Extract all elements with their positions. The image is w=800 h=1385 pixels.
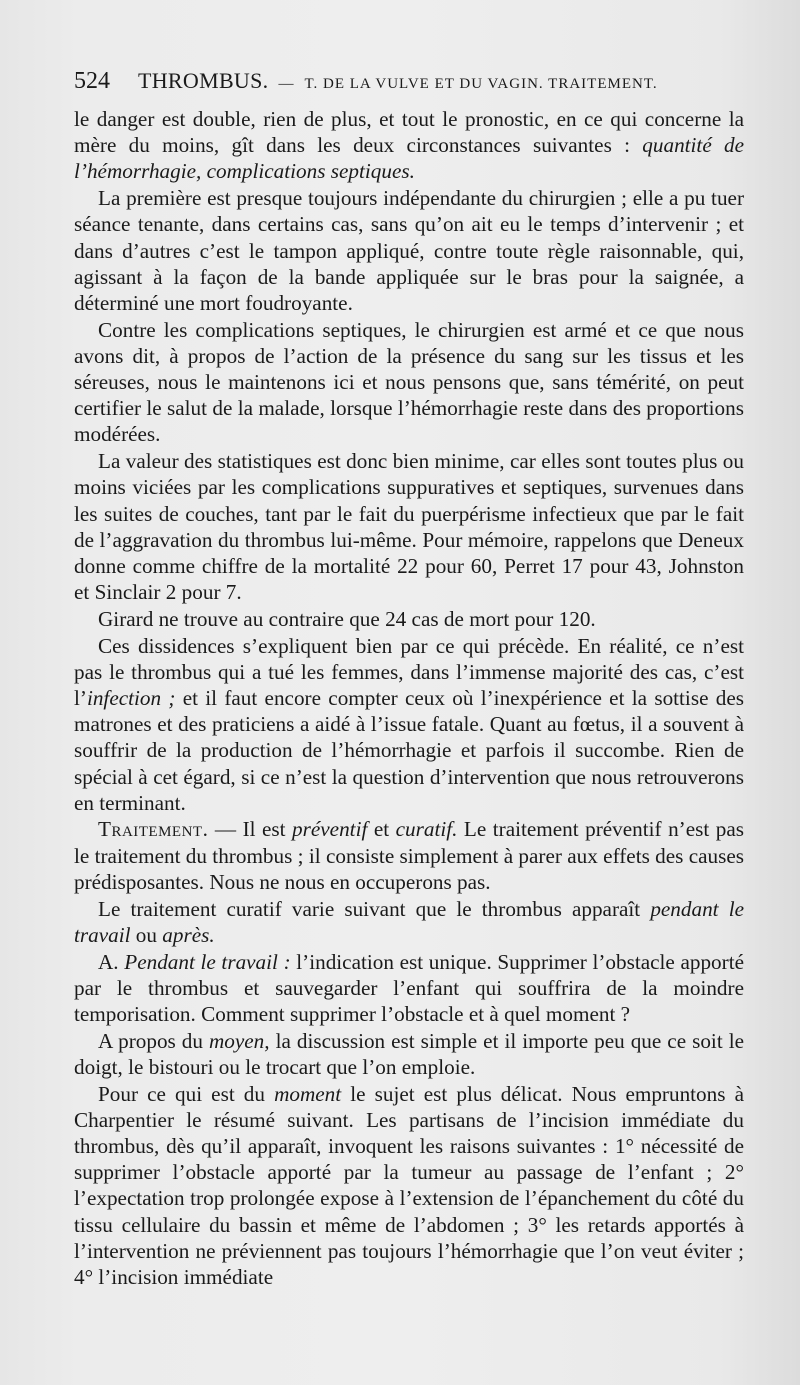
running-title: THROMBUS. bbox=[138, 68, 269, 93]
text-run: et bbox=[367, 817, 396, 842]
text-run: ou bbox=[130, 922, 163, 947]
text-run: Le traitement curatif varie suivant que le thrombus apparaît bbox=[98, 896, 651, 921]
text-run: l’indication est unique. Supprimer l’obstacle apporté par le thrombus et sauvegarder l’enfant qui souffrira de la moindre temporisation. Comment supprimer l’obstacle et à quel moment ? bbox=[74, 949, 745, 1026]
paragraph bbox=[74, 949, 744, 1028]
italic-run: préventif bbox=[292, 817, 368, 842]
paragraph bbox=[74, 185, 744, 316]
page-number: 524 bbox=[74, 68, 110, 94]
paragraph bbox=[74, 633, 744, 816]
italic-run: après. bbox=[162, 922, 215, 947]
paragraph bbox=[74, 106, 744, 185]
italic-run: moyen, bbox=[208, 1028, 270, 1053]
text-run: — Il est bbox=[208, 817, 293, 842]
paragraph-traitement bbox=[74, 816, 744, 895]
italic-run: pendant le travail bbox=[74, 896, 744, 947]
paragraph bbox=[74, 896, 744, 948]
text-run: Pour ce qui est du bbox=[98, 1081, 275, 1106]
text-run: le danger est double, rien de plus, et tout le pronostic, en ce qui concerne la mère du moins, gît dans les deux circonstances suivantes : bbox=[74, 107, 744, 158]
text-run: et il faut encore compter ceux où l’inexpérience et la sottise des matrones et des praticiens a aidé à l’issue fatale. Quant au fœtus, il a souvent à souffrir de la production de l’hémorrhagie et parfois il succombe. Rien de spécial à cet égard, si ce n’est la question d’intervention que nous retrouverons en terminant. bbox=[74, 685, 744, 815]
text-run: Le traitement préventif n’est pas le traitement du thrombus ; il consiste simplement à parer aux effets des causes prédisposantes. Nous ne nous en occuperons pas. bbox=[74, 817, 745, 894]
text-run: Girard ne trouve au contraire que 24 cas de mort pour 120. bbox=[98, 606, 596, 631]
paragraph bbox=[74, 606, 744, 632]
text-run: la discussion est simple et il importe peu que ce soit le doigt, le bistouri ou le trocart que l’on emploie. bbox=[74, 1028, 744, 1079]
italic-run: curatif. bbox=[395, 817, 458, 842]
text-run: La valeur des statistiques est donc bien minime, car elles sont toutes plus ou moins viciées par les complications suppuratives et septiques, survenues dans les suites de couches, tant par le fait du puerpérisme infectieux que par le fait de l’aggravation du thrombus lui-même. Pour mémoire, rappelons que Deneux donne comme chiffre de la mortalité 22 pour 60, Perret 17 pour 43, Johnston et Sinclair 2 pour 7. bbox=[74, 449, 744, 605]
italic-run: infection ; bbox=[86, 685, 176, 710]
running-subtitle: T. DE LA VULVE ET DU VAGIN. TRAITEMENT. bbox=[304, 76, 658, 92]
paragraph bbox=[74, 317, 744, 448]
italic-run: Pendant le travail : bbox=[124, 949, 291, 974]
section-heading: Traitement. bbox=[98, 817, 209, 842]
text-run: A propos du bbox=[98, 1028, 209, 1053]
text-run: Ces dissidences s’expliquent bien par ce qui précède. En réalité, ce n’est pas le thrombus qui a tué les femmes, dans l’immense majorité des cas, c’est l’ bbox=[74, 633, 744, 710]
text-run: A. bbox=[98, 949, 125, 974]
header-dash: — bbox=[278, 76, 295, 92]
body-text bbox=[74, 106, 744, 1290]
text-run: La première est presque toujours indépendante du chirurgien ; elle a pu tuer séance tenante, dans certains cas, sans qu’on ait eu le temps d’intervenir ; et dans d’autres c’est le tampon appliqué, contre toute règle raisonnable, qui, agissant à la façon de la bande appliquée sur le bras pour la saignée, a déterminé une mort foudroyante. bbox=[74, 186, 744, 315]
text-run: Contre les complications septiques, le chirurgien est armé et ce que nous avons dit, à propos de l’action de la présence du sang sur les tissus et les séreuses, nous le maintenons ici et nous pensons que, sans témérité, on peut certifier le salut de la malade, lorsque l’hémorrhagie reste dans des proportions modérées. bbox=[74, 317, 744, 447]
text-run: le sujet est plus délicat. Nous empruntons à Charpentier le résumé suivant. Les partisans de l’incision immédiate du thrombus, dès qu’il apparaît, invoquent les raisons suivantes : 1° nécessité de supprimer l’obstacle apporté par la tumeur au passage de l’enfant ; 2° l’expectation trop prolongée expose à l’extension de l’épanchement du côté du tissu cellulaire du bassin et même de l’abdomen ; 3° les retards apportés à l’intervention ne préviennent pas toujours l’hémorrhagie que l’on veut éviter ; 4° l’incision immédiate bbox=[74, 1081, 744, 1289]
paragraph bbox=[74, 448, 744, 605]
paragraph bbox=[74, 1028, 744, 1080]
italic-run: quantité de l’hémorrhagie, complications septiques. bbox=[74, 133, 745, 184]
italic-run: moment bbox=[274, 1081, 342, 1106]
paragraph bbox=[74, 1081, 744, 1291]
running-header bbox=[74, 66, 754, 99]
